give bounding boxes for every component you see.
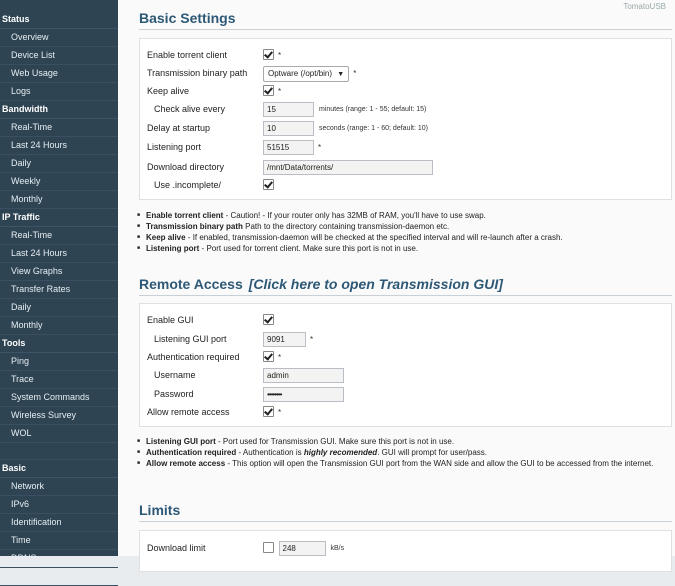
required-star: * <box>318 143 322 152</box>
note-term: Keep alive <box>146 233 186 242</box>
note-item <box>146 436 667 447</box>
sidebar-section-ip-traffic: IP Traffic <box>0 209 118 227</box>
section-divider <box>139 521 672 522</box>
sidebar-nav <box>0 0 118 581</box>
allow-remote-label: Allow remote access <box>147 407 230 417</box>
sidebar-item-monthly[interactable]: Monthly <box>0 317 118 335</box>
keep-alive-label: Keep alive <box>147 86 190 96</box>
note-text: Path to the directory containing transmission-daemon etc. <box>242 222 450 231</box>
sidebar-item-web-usage[interactable]: Web Usage <box>0 65 118 83</box>
check-alive-label: Check alive every <box>154 104 226 114</box>
delay-startup-hint: seconds (range: 1 - 60; default: 10) <box>319 125 428 133</box>
sidebar-item-time[interactable]: Time <box>0 532 118 550</box>
auth-required-checkbox[interactable] <box>263 351 274 362</box>
sidebar-item-static-dhcp-arp-ipt[interactable]: Static DHCP/ARP/IPT <box>0 568 118 586</box>
note-item <box>146 458 667 469</box>
binary-path-label: Transmission binary path <box>147 68 248 78</box>
remote-access-title-text: Remote Access <box>139 276 243 292</box>
note-item <box>146 210 667 221</box>
sidebar-item-ddns[interactable]: DDNS <box>0 550 118 568</box>
note-text: - Caution! - If your router only has 32MB of RAM, you'll have to use swap. <box>223 211 486 220</box>
note-term: Listening GUI port <box>146 437 216 446</box>
auth-required-label: Authentication required <box>147 352 240 362</box>
sidebar-item-last-24-hours[interactable]: Last 24 Hours <box>0 245 118 263</box>
note-term: Transmission binary path <box>146 222 243 231</box>
remote-access-title <box>139 276 503 292</box>
sidebar-item-ping[interactable]: Ping <box>0 353 118 371</box>
download-dir-label: Download directory <box>147 162 225 172</box>
listening-port-input[interactable]: 51515 <box>263 140 314 155</box>
sidebar-section-basic: Basic <box>0 460 118 478</box>
use-incomplete-checkbox[interactable] <box>263 179 274 190</box>
required-star: * <box>278 51 282 60</box>
keep-alive-checkbox[interactable] <box>263 85 274 96</box>
sidebar-item-network[interactable]: Network <box>0 478 118 496</box>
limits-panel <box>139 530 672 572</box>
password-label: Password <box>154 389 194 399</box>
sidebar-item-last-24-hours[interactable]: Last 24 Hours <box>0 137 118 155</box>
check-alive-hint: minutes (range: 1 - 55; default: 15) <box>319 106 427 114</box>
note-text: - If enabled, transmission-daemon will be checked at the specified interval and will re-launch after a crash. <box>185 233 563 242</box>
basic-settings-notes <box>136 210 667 254</box>
username-input[interactable]: admin <box>263 368 344 383</box>
sidebar-item-weekly[interactable]: Weekly <box>0 173 118 191</box>
note-text: . GUI will prompt for user/pass. <box>377 448 487 457</box>
section-divider <box>139 295 672 296</box>
required-star: * <box>278 87 282 96</box>
note-text: - Authentication is <box>236 448 304 457</box>
chevron-down-icon: ▼ <box>337 71 345 78</box>
listening-port-label: Listening port <box>147 142 202 152</box>
allow-remote-checkbox[interactable] <box>263 406 274 417</box>
limits-title: Limits <box>139 502 181 518</box>
open-transmission-gui-link[interactable]: [Click here to open Transmission GUI] <box>248 276 503 292</box>
remote-access-notes <box>136 436 667 469</box>
download-limit-input[interactable]: 248 <box>279 541 326 556</box>
required-star: * <box>353 69 357 79</box>
enable-gui-checkbox[interactable] <box>263 314 274 325</box>
sidebar-item-ipv6[interactable]: IPv6 <box>0 496 118 514</box>
username-label: Username <box>154 370 196 380</box>
gui-port-input[interactable]: 9091 <box>263 332 306 347</box>
sidebar-item-device-list[interactable]: Device List <box>0 47 118 65</box>
sidebar-item-trace[interactable]: Trace <box>0 371 118 389</box>
remote-access-panel <box>139 303 672 427</box>
download-limit-label: Download limit <box>147 543 206 553</box>
sidebar-section-tools: Tools <box>0 335 118 353</box>
brand-label: TomatoUSB <box>623 2 666 11</box>
sidebar-item-monthly[interactable]: Monthly <box>0 191 118 209</box>
sidebar-item-identification[interactable]: Identification <box>0 514 118 532</box>
required-star: * <box>310 335 314 344</box>
enable-torrent-checkbox[interactable] <box>263 49 274 60</box>
download-dir-input[interactable]: /mnt/Data/torrents/ <box>263 160 433 175</box>
sidebar-item-wireless-survey[interactable]: Wireless Survey <box>0 407 118 425</box>
binary-path-select[interactable] <box>263 66 349 82</box>
enable-torrent-label: Enable torrent client <box>147 50 228 60</box>
sidebar-section-status: Status <box>0 11 118 29</box>
sidebar-item-daily[interactable]: Daily <box>0 155 118 173</box>
note-term: Enable torrent client <box>146 211 224 220</box>
basic-settings-panel <box>139 38 672 200</box>
note-text: - Port used for Transmission GUI. Make sure this port is not in use. <box>215 437 455 446</box>
sidebar-item-overview[interactable]: Overview <box>0 29 118 47</box>
note-item <box>146 232 667 243</box>
binary-path-value: Optware (/opt/bin) <box>268 69 333 78</box>
download-limit-checkbox[interactable] <box>263 542 274 553</box>
sidebar-item-view-graphs[interactable]: View Graphs <box>0 263 118 281</box>
download-limit-unit: kB/s <box>330 545 345 553</box>
note-item <box>146 221 667 232</box>
use-incomplete-label: Use .incomplete/ <box>154 180 222 190</box>
sidebar-spacer <box>0 443 118 460</box>
delay-startup-label: Delay at startup <box>147 123 211 133</box>
sidebar-item-real-time[interactable]: Real-Time <box>0 227 118 245</box>
note-text: highly recomended <box>303 448 378 457</box>
note-term: Allow remote access <box>146 459 226 468</box>
sidebar-section-bandwidth: Bandwidth <box>0 101 118 119</box>
note-term: Authentication required <box>146 448 237 457</box>
sidebar-item-real-time[interactable]: Real-Time <box>0 119 118 137</box>
sidebar-item-wol[interactable]: WOL <box>0 425 118 443</box>
sidebar-item-system-commands[interactable]: System Commands <box>0 389 118 407</box>
delay-startup-input[interactable]: 10 <box>263 121 314 136</box>
note-text: - This option will open the Transmission GUI port from the WAN side and allow the GUI to be accessed from the internet. <box>225 459 654 468</box>
sidebar-item-transfer-rates[interactable]: Transfer Rates <box>0 281 118 299</box>
required-star: * <box>278 353 282 362</box>
required-star: * <box>278 408 282 417</box>
enable-gui-label: Enable GUI <box>147 315 194 325</box>
note-item <box>146 243 667 254</box>
gui-port-label: Listening GUI port <box>154 334 227 344</box>
password-input[interactable]: •••••••• <box>263 387 344 402</box>
note-term: Listening port <box>146 244 200 253</box>
section-divider <box>139 29 672 30</box>
sidebar-item-daily[interactable]: Daily <box>0 299 118 317</box>
check-alive-input[interactable]: 15 <box>263 102 314 117</box>
note-text: - Port used for torrent client. Make sure this port is not in use. <box>199 244 419 253</box>
sidebar-item-logs[interactable]: Logs <box>0 83 118 101</box>
note-item <box>146 447 667 458</box>
basic-settings-title: Basic Settings <box>139 10 236 26</box>
main-content <box>118 0 675 556</box>
